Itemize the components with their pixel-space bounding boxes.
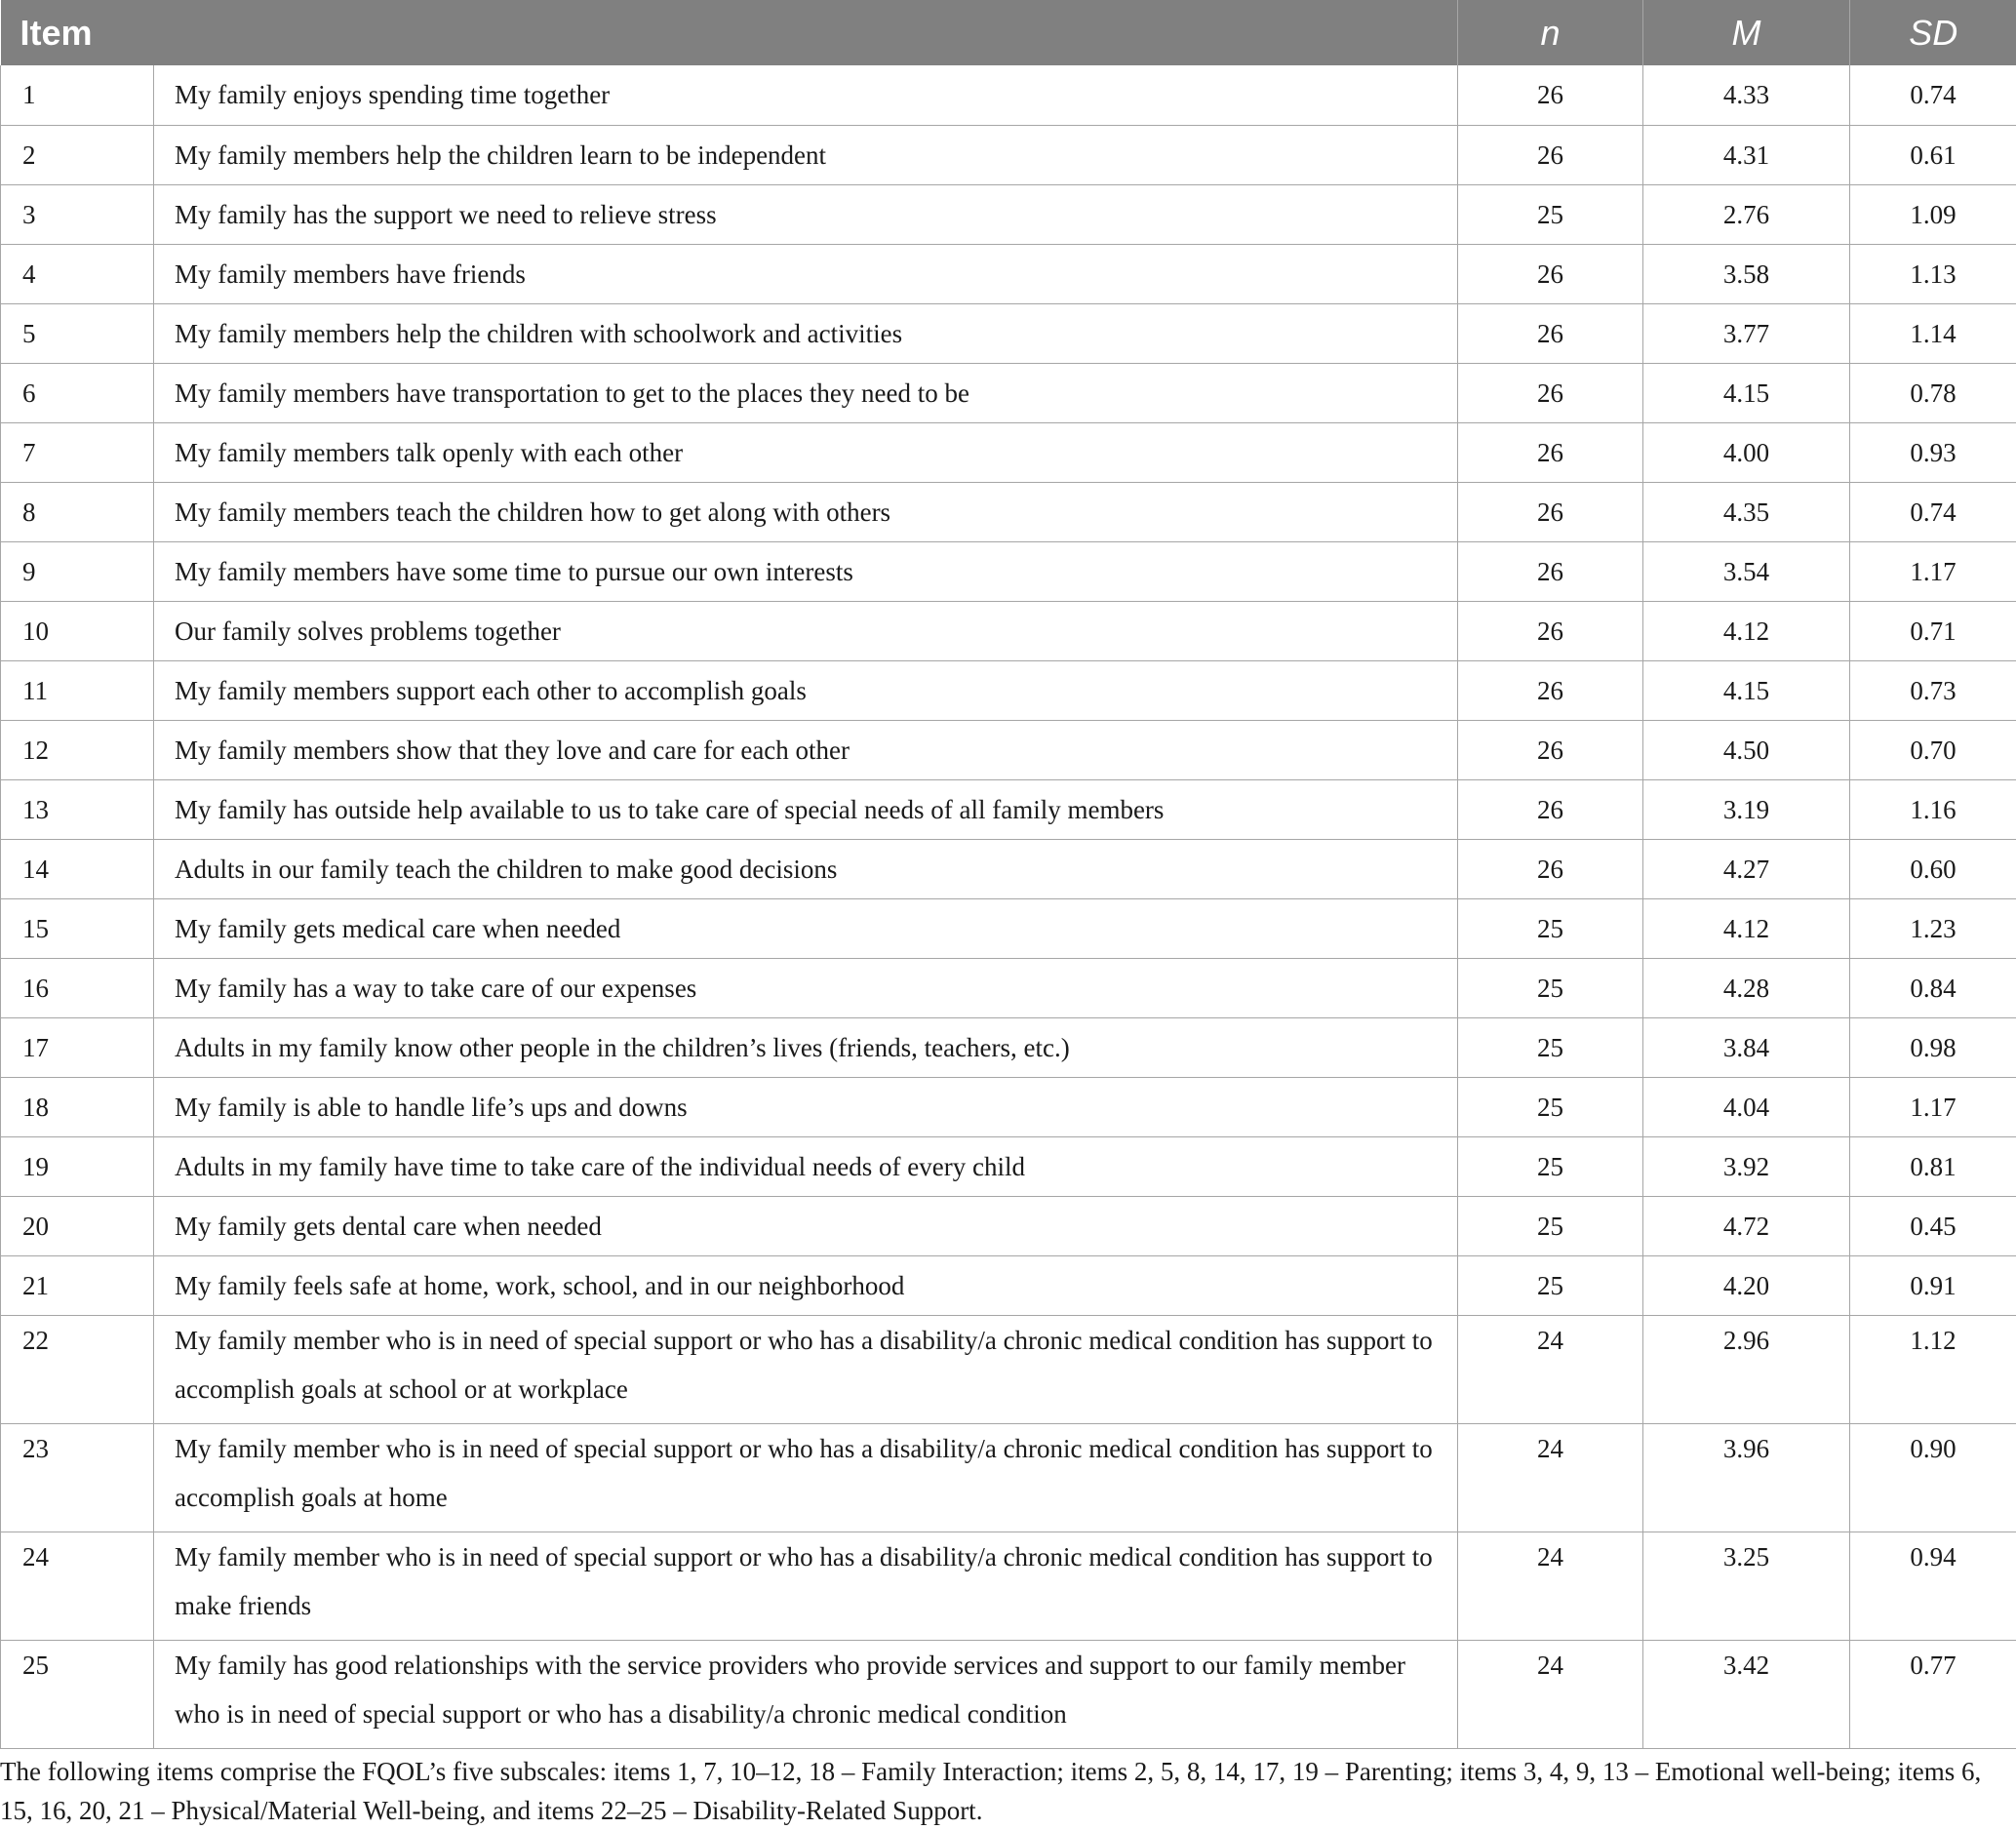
table-row — [1, 1077, 2016, 1136]
item-text: My family is able to handle life’s ups and downs — [154, 1077, 1458, 1136]
item-sd: 0.78 — [1850, 363, 2016, 422]
item-mean: 4.12 — [1643, 898, 1850, 958]
item-mean: 3.77 — [1643, 303, 1850, 363]
item-n: 24 — [1458, 1423, 1643, 1532]
table-row — [1, 363, 2016, 422]
item-text: My family members help the children with schoolwork and activities — [154, 303, 1458, 363]
item-mean: 4.27 — [1643, 839, 1850, 898]
item-text: Our family solves problems together — [154, 601, 1458, 660]
item-sd: 0.84 — [1850, 958, 2016, 1017]
item-text: My family members have friends — [154, 244, 1458, 303]
table-row — [1, 1532, 2016, 1640]
item-text: My family member who is in need of special support or who has a disability/a chronic medical condition has support to accomplish goals at home — [154, 1423, 1458, 1532]
item-number: 13 — [1, 779, 154, 839]
table-row — [1, 839, 2016, 898]
item-sd: 0.77 — [1850, 1640, 2016, 1748]
table-row — [1, 1196, 2016, 1255]
item-n: 25 — [1458, 1077, 1643, 1136]
table-row — [1, 1017, 2016, 1077]
table-row — [1, 1640, 2016, 1748]
table-row — [1, 958, 2016, 1017]
header-item: Item — [1, 0, 1458, 65]
item-n: 26 — [1458, 660, 1643, 720]
item-n: 25 — [1458, 1136, 1643, 1196]
item-number: 19 — [1, 1136, 154, 1196]
item-sd: 1.14 — [1850, 303, 2016, 363]
item-text: My family members show that they love and care for each other — [154, 720, 1458, 779]
item-mean: 3.96 — [1643, 1423, 1850, 1532]
item-n: 25 — [1458, 898, 1643, 958]
table-row — [1, 779, 2016, 839]
item-n: 26 — [1458, 244, 1643, 303]
item-mean: 4.31 — [1643, 125, 1850, 184]
item-text: My family has outside help available to us to take care of special needs of all family members — [154, 779, 1458, 839]
item-text: My family members support each other to accomplish goals — [154, 660, 1458, 720]
item-number: 1 — [1, 65, 154, 125]
item-number: 22 — [1, 1315, 154, 1423]
item-mean: 4.50 — [1643, 720, 1850, 779]
table-footnote: The following items comprise the FQOL’s five subscales: items 1, 7, 10–12, 18 – Family Interaction; items 2, 5, 8, 14, 17, 19 – Parenting; items 3, 4, 9, 13 – Emotional well-being; items 6, 15, 16, 20, 21 – Physical/Material Well-being, and items 22–25 – Disability-Related Support. — [0, 1752, 2016, 1830]
item-number: 14 — [1, 839, 154, 898]
item-text: My family members teach the children how to get along with others — [154, 482, 1458, 541]
table-row — [1, 303, 2016, 363]
table-row — [1, 244, 2016, 303]
item-n: 26 — [1458, 303, 1643, 363]
item-mean: 4.20 — [1643, 1255, 1850, 1315]
header-row — [1, 0, 2016, 65]
item-number: 9 — [1, 541, 154, 601]
item-n: 26 — [1458, 720, 1643, 779]
item-n: 24 — [1458, 1315, 1643, 1423]
item-number: 3 — [1, 184, 154, 244]
item-mean: 4.72 — [1643, 1196, 1850, 1255]
item-text: My family enjoys spending time together — [154, 65, 1458, 125]
item-number: 25 — [1, 1640, 154, 1748]
table-row — [1, 1423, 2016, 1532]
item-n: 25 — [1458, 1196, 1643, 1255]
item-sd: 0.91 — [1850, 1255, 2016, 1315]
table-row — [1, 601, 2016, 660]
item-text: My family members help the children learn to be independent — [154, 125, 1458, 184]
item-mean: 4.15 — [1643, 363, 1850, 422]
table-row — [1, 1315, 2016, 1423]
item-number: 16 — [1, 958, 154, 1017]
item-mean: 3.25 — [1643, 1532, 1850, 1640]
item-n: 26 — [1458, 779, 1643, 839]
table-row — [1, 1136, 2016, 1196]
item-sd: 1.23 — [1850, 898, 2016, 958]
item-n: 26 — [1458, 482, 1643, 541]
item-mean: 4.00 — [1643, 422, 1850, 482]
item-number: 2 — [1, 125, 154, 184]
item-number: 4 — [1, 244, 154, 303]
item-number: 17 — [1, 1017, 154, 1077]
table-row — [1, 720, 2016, 779]
item-n: 25 — [1458, 1017, 1643, 1077]
item-n: 26 — [1458, 601, 1643, 660]
item-sd: 0.60 — [1850, 839, 2016, 898]
item-sd: 0.74 — [1850, 482, 2016, 541]
item-number: 8 — [1, 482, 154, 541]
item-number: 21 — [1, 1255, 154, 1315]
item-n: 26 — [1458, 422, 1643, 482]
item-n: 26 — [1458, 65, 1643, 125]
item-mean: 3.42 — [1643, 1640, 1850, 1748]
item-mean: 4.04 — [1643, 1077, 1850, 1136]
item-mean: 3.54 — [1643, 541, 1850, 601]
item-n: 24 — [1458, 1532, 1643, 1640]
item-number: 6 — [1, 363, 154, 422]
item-text: Adults in my family have time to take care of the individual needs of every child — [154, 1136, 1458, 1196]
item-sd: 0.90 — [1850, 1423, 2016, 1532]
item-text: My family has the support we need to relieve stress — [154, 184, 1458, 244]
item-n: 24 — [1458, 1640, 1643, 1748]
item-sd: 0.74 — [1850, 65, 2016, 125]
item-number: 5 — [1, 303, 154, 363]
item-mean: 4.33 — [1643, 65, 1850, 125]
table-row — [1, 482, 2016, 541]
item-n: 26 — [1458, 839, 1643, 898]
item-number: 7 — [1, 422, 154, 482]
item-text: Adults in our family teach the children to make good decisions — [154, 839, 1458, 898]
item-number: 12 — [1, 720, 154, 779]
item-text: My family members talk openly with each other — [154, 422, 1458, 482]
table-row — [1, 898, 2016, 958]
item-mean: 4.15 — [1643, 660, 1850, 720]
item-text: Adults in my family know other people in the children’s lives (friends, teachers, etc.) — [154, 1017, 1458, 1077]
item-text: My family member who is in need of special support or who has a disability/a chronic medical condition has support to accomplish goals at school or at workplace — [154, 1315, 1458, 1423]
header-m: M — [1643, 0, 1850, 65]
table-body — [1, 65, 2016, 1748]
item-text: My family members have transportation to get to the places they need to be — [154, 363, 1458, 422]
item-text: My family has good relationships with the service providers who provide services and support to our family member who is in need of special support or who has a disability/a chronic medical condition — [154, 1640, 1458, 1748]
item-sd: 0.93 — [1850, 422, 2016, 482]
item-sd: 1.17 — [1850, 1077, 2016, 1136]
item-mean: 4.12 — [1643, 601, 1850, 660]
item-n: 26 — [1458, 363, 1643, 422]
item-mean: 2.76 — [1643, 184, 1850, 244]
item-number: 24 — [1, 1532, 154, 1640]
item-mean: 4.28 — [1643, 958, 1850, 1017]
header-sd: SD — [1850, 0, 2016, 65]
item-text: My family has a way to take care of our expenses — [154, 958, 1458, 1017]
item-sd: 0.70 — [1850, 720, 2016, 779]
item-number: 20 — [1, 1196, 154, 1255]
item-mean: 3.84 — [1643, 1017, 1850, 1077]
item-sd: 1.17 — [1850, 541, 2016, 601]
item-mean: 4.35 — [1643, 482, 1850, 541]
item-sd: 0.94 — [1850, 1532, 2016, 1640]
table-row — [1, 422, 2016, 482]
item-text: My family member who is in need of special support or who has a disability/a chronic medical condition has support to make friends — [154, 1532, 1458, 1640]
item-sd: 1.13 — [1850, 244, 2016, 303]
item-sd: 0.61 — [1850, 125, 2016, 184]
item-sd: 0.81 — [1850, 1136, 2016, 1196]
item-n: 26 — [1458, 125, 1643, 184]
item-n: 25 — [1458, 958, 1643, 1017]
item-number: 23 — [1, 1423, 154, 1532]
item-sd: 0.45 — [1850, 1196, 2016, 1255]
table-row — [1, 125, 2016, 184]
item-sd: 1.09 — [1850, 184, 2016, 244]
item-number: 10 — [1, 601, 154, 660]
table-row — [1, 65, 2016, 125]
item-mean: 3.19 — [1643, 779, 1850, 839]
item-text: My family feels safe at home, work, school, and in our neighborhood — [154, 1255, 1458, 1315]
item-sd: 0.73 — [1850, 660, 2016, 720]
item-sd: 0.71 — [1850, 601, 2016, 660]
table-row — [1, 660, 2016, 720]
item-sd: 0.98 — [1850, 1017, 2016, 1077]
item-text: My family members have some time to pursue our own interests — [154, 541, 1458, 601]
item-mean: 3.58 — [1643, 244, 1850, 303]
table-row — [1, 541, 2016, 601]
item-number: 18 — [1, 1077, 154, 1136]
item-number: 11 — [1, 660, 154, 720]
header-n: n — [1458, 0, 1643, 65]
item-number: 15 — [1, 898, 154, 958]
item-text: My family gets dental care when needed — [154, 1196, 1458, 1255]
item-text: My family gets medical care when needed — [154, 898, 1458, 958]
table-header — [1, 0, 2016, 65]
item-sd: 1.12 — [1850, 1315, 2016, 1423]
item-n: 25 — [1458, 1255, 1643, 1315]
item-n: 25 — [1458, 184, 1643, 244]
item-sd: 1.16 — [1850, 779, 2016, 839]
item-mean: 2.96 — [1643, 1315, 1850, 1423]
item-n: 26 — [1458, 541, 1643, 601]
table-row — [1, 184, 2016, 244]
item-mean: 3.92 — [1643, 1136, 1850, 1196]
table-row — [1, 1255, 2016, 1315]
